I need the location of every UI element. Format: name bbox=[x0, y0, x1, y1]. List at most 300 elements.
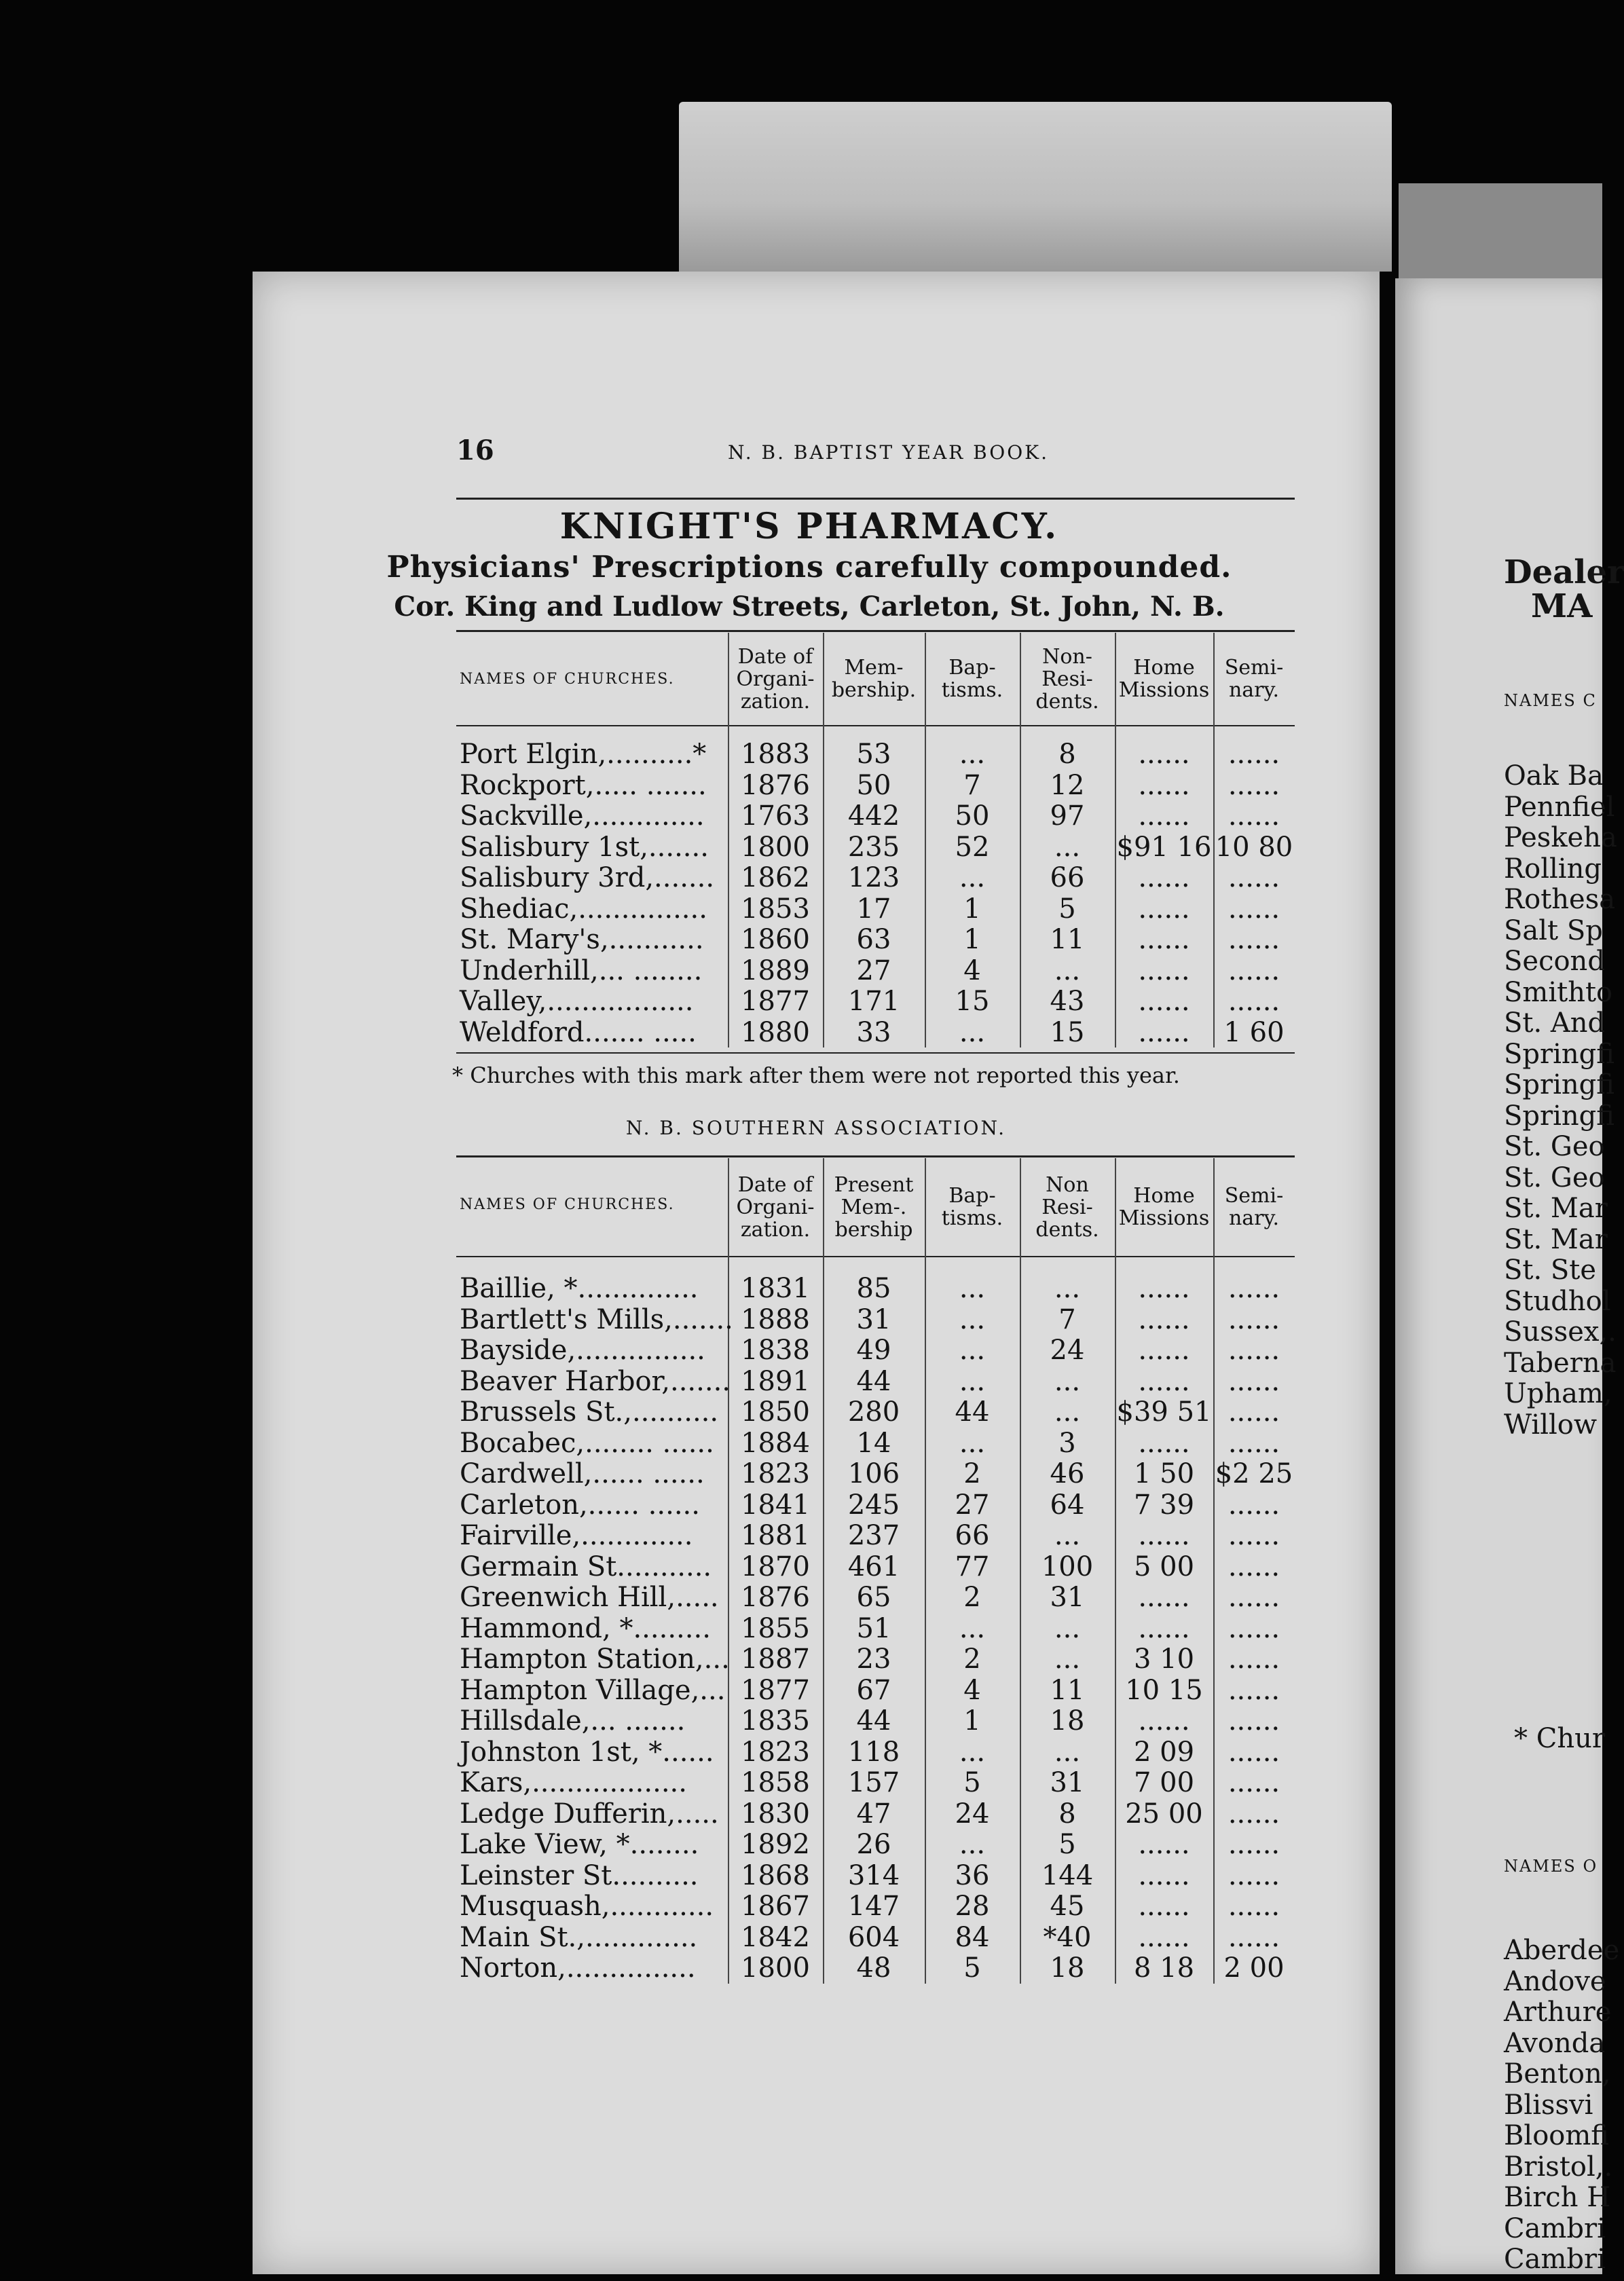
cell-seminary: 1 60 bbox=[1223, 1016, 1285, 1048]
cell-non-residents: 31 bbox=[1050, 1582, 1085, 1613]
cell-seminary: ...... bbox=[1228, 739, 1280, 770]
table1-header-membership bbox=[823, 656, 925, 701]
table-row bbox=[253, 1366, 1380, 1396]
cell-membership: 44 bbox=[856, 1705, 891, 1737]
cell-home-missions: ...... bbox=[1138, 1520, 1190, 1551]
table2-top-rule bbox=[456, 1155, 1295, 1157]
cell-date: 1889 bbox=[741, 954, 810, 986]
cell-baptisms: 2 bbox=[963, 1458, 981, 1489]
table2-header-non-residents-line: Non bbox=[1046, 1172, 1089, 1197]
cell-non-residents: 11 bbox=[1050, 1674, 1085, 1706]
cell-date: 1855 bbox=[741, 1612, 810, 1644]
facing-list-item: Peskeha bbox=[1504, 822, 1617, 853]
table1-header-home-missions-line: Home bbox=[1133, 656, 1195, 680]
cell-seminary: ...... bbox=[1228, 1612, 1280, 1644]
cell-non-residents: 64 bbox=[1050, 1489, 1085, 1521]
cell-name: Lake View, *........ bbox=[460, 1829, 699, 1860]
table-row bbox=[253, 1551, 1380, 1581]
cell-baptisms: 66 bbox=[955, 1520, 990, 1551]
cell-home-missions: ...... bbox=[1138, 986, 1190, 1017]
facing-header-line: Dealer bbox=[1504, 553, 1624, 591]
cell-seminary: ...... bbox=[1228, 1273, 1280, 1304]
cell-home-missions: ...... bbox=[1138, 1582, 1190, 1613]
cell-non-residents: 8 bbox=[1058, 1798, 1076, 1830]
cell-name: Kars,.................. bbox=[460, 1767, 687, 1798]
cell-non-residents: 12 bbox=[1050, 769, 1085, 801]
facing-list-item: Pennfiel bbox=[1504, 791, 1615, 823]
cell-membership: 47 bbox=[856, 1798, 891, 1830]
cell-seminary: ...... bbox=[1228, 986, 1280, 1017]
cell-non-residents: 5 bbox=[1058, 1829, 1076, 1860]
cell-home-missions: 7 00 bbox=[1133, 1767, 1195, 1798]
cell-home-missions: ...... bbox=[1138, 954, 1190, 986]
cell-baptisms: 44 bbox=[955, 1396, 990, 1428]
facing-list-item: Blissvi bbox=[1504, 2089, 1593, 2121]
cell-membership: 14 bbox=[856, 1427, 891, 1459]
cell-seminary: ...... bbox=[1228, 1551, 1280, 1582]
cell-non-residents: ... bbox=[1054, 1736, 1081, 1768]
cell-non-residents: 45 bbox=[1050, 1891, 1085, 1922]
cell-name: Main St.,............. bbox=[460, 1921, 698, 1953]
cell-home-missions: ...... bbox=[1138, 924, 1190, 955]
table-row bbox=[253, 1396, 1380, 1426]
cell-home-missions: ...... bbox=[1138, 1829, 1190, 1860]
cell-baptisms: ... bbox=[959, 1273, 986, 1304]
cell-date: 1831 bbox=[741, 1273, 810, 1304]
cell-seminary: ...... bbox=[1228, 893, 1280, 925]
cell-name: Bayside,............... bbox=[460, 1335, 705, 1366]
table1-header-seminary-line: Semi- bbox=[1224, 656, 1284, 680]
facing-list-item: Second bbox=[1504, 946, 1605, 977]
cell-date: 1823 bbox=[741, 1458, 810, 1489]
cell-seminary: 2 00 bbox=[1223, 1952, 1285, 1984]
table-row bbox=[253, 1428, 1380, 1458]
facing-list-item: Springfi bbox=[1504, 1038, 1614, 1070]
table2-header-membership-line: Present bbox=[834, 1172, 914, 1197]
table-row bbox=[253, 1335, 1380, 1365]
table1-header-date-line: Date of bbox=[737, 644, 813, 669]
cell-home-missions: ...... bbox=[1138, 1705, 1190, 1737]
table-row bbox=[253, 1675, 1380, 1705]
cell-seminary: ...... bbox=[1228, 1582, 1280, 1613]
cell-date: 1800 bbox=[741, 831, 810, 863]
cell-non-residents: 18 bbox=[1050, 1952, 1085, 1984]
table2-header-date bbox=[728, 1174, 823, 1241]
table-row bbox=[253, 1829, 1380, 1859]
cell-seminary: ...... bbox=[1228, 1396, 1280, 1428]
cell-home-missions: ...... bbox=[1138, 1365, 1190, 1397]
cell-seminary: ...... bbox=[1228, 1520, 1280, 1551]
table-row bbox=[253, 1582, 1380, 1612]
table2-header-non-residents-line: dents. bbox=[1035, 1217, 1099, 1242]
facing-list-item: Rolling bbox=[1504, 853, 1602, 885]
table2-header-date-line: Organi- bbox=[736, 1195, 815, 1219]
table-row bbox=[253, 1952, 1380, 1982]
table-row bbox=[253, 1489, 1380, 1519]
table1-header-seminary-line: nary. bbox=[1228, 678, 1280, 702]
table2-header-seminary bbox=[1213, 1185, 1295, 1229]
cell-seminary: ...... bbox=[1228, 1365, 1280, 1397]
cell-date: 1883 bbox=[741, 739, 810, 770]
cell-non-residents: 31 bbox=[1050, 1767, 1085, 1798]
cell-membership: 280 bbox=[847, 1396, 900, 1428]
facing-list-item: Cambri bbox=[1504, 2244, 1606, 2275]
cell-date: 1853 bbox=[741, 893, 810, 925]
table2-header-non-residents bbox=[1020, 1174, 1115, 1241]
table-row bbox=[253, 1613, 1380, 1643]
cell-non-residents: ... bbox=[1054, 1644, 1081, 1675]
cell-baptisms: 5 bbox=[963, 1952, 981, 1984]
table1-bottom-rule bbox=[456, 1052, 1295, 1054]
cell-name: Fairville,............. bbox=[460, 1520, 693, 1551]
cell-membership: 235 bbox=[847, 831, 900, 863]
cell-baptisms: 1 bbox=[963, 1705, 981, 1737]
cell-seminary: ...... bbox=[1228, 1736, 1280, 1768]
cell-non-residents: ... bbox=[1054, 831, 1081, 863]
cell-seminary: ...... bbox=[1228, 954, 1280, 986]
cell-date: 1884 bbox=[741, 1427, 810, 1459]
cell-membership: 85 bbox=[856, 1273, 891, 1304]
table-row bbox=[253, 1767, 1380, 1797]
cell-name: Musquash,............ bbox=[460, 1891, 714, 1922]
cell-membership: 53 bbox=[856, 739, 891, 770]
cell-name: Cardwell,...... ...... bbox=[460, 1458, 705, 1489]
cell-name: Beaver Harbor,....... bbox=[460, 1365, 731, 1397]
ad-title: KNIGHT'S PHARMACY. bbox=[559, 506, 1059, 547]
cell-non-residents: 11 bbox=[1050, 924, 1085, 955]
cell-name: Rockport,..... ....... bbox=[460, 769, 707, 801]
cell-baptisms: 1 bbox=[963, 893, 981, 925]
cell-name: Carleton,...... ...... bbox=[460, 1489, 700, 1521]
cell-baptisms: 2 bbox=[963, 1582, 981, 1613]
cell-date: 1800 bbox=[741, 1952, 810, 1984]
cell-date: 1870 bbox=[741, 1551, 810, 1582]
table1-header-baptisms-line: Bap- bbox=[948, 656, 996, 680]
cell-home-missions: $91 16 bbox=[1116, 831, 1212, 863]
cell-date: 1862 bbox=[741, 862, 810, 893]
cell-non-residents: 5 bbox=[1058, 893, 1076, 925]
cell-date: 1842 bbox=[741, 1921, 810, 1953]
page-number: 16 bbox=[456, 434, 494, 466]
cell-baptisms: 15 bbox=[955, 986, 990, 1017]
table-row bbox=[253, 924, 1380, 954]
facing-list-item: Avonda bbox=[1504, 2027, 1606, 2059]
facing-list-item: Smithto bbox=[1504, 976, 1613, 1008]
cell-non-residents: 100 bbox=[1041, 1551, 1094, 1582]
cell-membership: 604 bbox=[847, 1921, 900, 1953]
table1-header-date bbox=[728, 646, 823, 713]
cell-non-residents: *40 bbox=[1043, 1921, 1092, 1953]
cell-home-missions: ...... bbox=[1138, 800, 1190, 832]
cell-baptisms: 4 bbox=[963, 1674, 981, 1706]
table-row bbox=[253, 1860, 1380, 1890]
cell-baptisms: 1 bbox=[963, 924, 981, 955]
cell-home-missions: ...... bbox=[1138, 1335, 1190, 1366]
facing-list-item: Bristol,. bbox=[1504, 2151, 1613, 2183]
cell-date: 1838 bbox=[741, 1335, 810, 1366]
cell-non-residents: 7 bbox=[1058, 1303, 1076, 1335]
cell-date: 1850 bbox=[741, 1396, 810, 1428]
cell-baptisms: ... bbox=[959, 1335, 986, 1366]
table-row bbox=[253, 1798, 1380, 1828]
table1-header-non-residents-line: Non- bbox=[1042, 644, 1092, 669]
cell-membership: 63 bbox=[856, 924, 891, 955]
table-row bbox=[253, 1644, 1380, 1673]
table-row bbox=[253, 832, 1380, 861]
cell-home-missions: 5 00 bbox=[1133, 1551, 1195, 1582]
cell-baptisms: 4 bbox=[963, 954, 981, 986]
table-row bbox=[253, 1520, 1380, 1550]
cell-non-residents: ... bbox=[1054, 1365, 1081, 1397]
cell-date: 1860 bbox=[741, 924, 810, 955]
binding-tape-right bbox=[1399, 183, 1602, 292]
facing-note: * Chur bbox=[1514, 1723, 1605, 1754]
table2-header-baptisms bbox=[925, 1185, 1020, 1229]
cell-name: St. Mary's,........... bbox=[460, 924, 704, 955]
cell-home-missions: ...... bbox=[1138, 893, 1190, 925]
cell-home-missions: ...... bbox=[1138, 1612, 1190, 1644]
cell-name: Sackville,............. bbox=[460, 800, 705, 832]
cell-membership: 461 bbox=[847, 1551, 900, 1582]
facing-list-item: St. Ste bbox=[1504, 1255, 1597, 1286]
cell-seminary: ...... bbox=[1228, 1644, 1280, 1675]
table-row bbox=[253, 739, 1380, 768]
cell-name: Germain St........... bbox=[460, 1551, 712, 1582]
cell-date: 1868 bbox=[741, 1859, 810, 1891]
cell-non-residents: ... bbox=[1054, 1520, 1081, 1551]
facing-list-item: Springfi bbox=[1504, 1100, 1614, 1132]
cell-date: 1823 bbox=[741, 1736, 810, 1768]
cell-non-residents: 8 bbox=[1058, 739, 1076, 770]
table2-header-baptisms-line: tisms. bbox=[941, 1206, 1003, 1230]
table1-header-seminary bbox=[1213, 656, 1295, 701]
cell-date: 1877 bbox=[741, 986, 810, 1017]
cell-seminary: ...... bbox=[1228, 1767, 1280, 1798]
cell-home-missions: ...... bbox=[1138, 1303, 1190, 1335]
cell-home-missions: ...... bbox=[1138, 1891, 1190, 1922]
facing-list-item: St. Geo bbox=[1504, 1162, 1605, 1193]
facing-list-item: Springfi bbox=[1504, 1069, 1614, 1100]
running-title: N. B. BAPTIST YEAR BOOK. bbox=[728, 441, 1049, 464]
facing-list-item: Studhol bbox=[1504, 1285, 1611, 1317]
binding-tape bbox=[679, 102, 1392, 272]
table2-header-non-residents-line: Resi- bbox=[1041, 1195, 1093, 1219]
cell-name: Johnston 1st, *...... bbox=[460, 1736, 714, 1768]
cell-baptisms: 5 bbox=[963, 1767, 981, 1798]
cell-baptisms: 50 bbox=[955, 800, 990, 832]
cell-name: Hillsdale,... ....... bbox=[460, 1705, 686, 1737]
table-row bbox=[253, 800, 1380, 830]
facing-list-item: Taberna bbox=[1504, 1347, 1617, 1379]
cell-seminary: ...... bbox=[1228, 862, 1280, 893]
table2-header-baptisms-line: Bap- bbox=[948, 1184, 996, 1208]
cell-date: 1867 bbox=[741, 1891, 810, 1922]
table2-header-seminary-line: Semi- bbox=[1224, 1184, 1284, 1208]
cell-membership: 49 bbox=[856, 1335, 891, 1366]
cell-name: Valley,................. bbox=[460, 986, 694, 1017]
table1-header-home-missions-line: Missions bbox=[1118, 678, 1210, 702]
table-row bbox=[253, 1017, 1380, 1047]
table1-header-name: NAMES OF CHURCHES. bbox=[460, 671, 675, 688]
cell-seminary: ...... bbox=[1228, 1921, 1280, 1953]
table1-header-baptisms-line: tisms. bbox=[941, 678, 1003, 702]
cell-seminary: ...... bbox=[1228, 1829, 1280, 1860]
cell-baptisms: ... bbox=[959, 1829, 986, 1860]
cell-baptisms: ... bbox=[959, 1427, 986, 1459]
cell-date: 1877 bbox=[741, 1674, 810, 1706]
cell-home-missions: 8 18 bbox=[1133, 1952, 1195, 1984]
cell-home-missions: 2 09 bbox=[1133, 1736, 1195, 1768]
facing-list-item: Bloomfi bbox=[1504, 2120, 1609, 2151]
running-head bbox=[456, 434, 1543, 475]
cell-baptisms: 7 bbox=[963, 769, 981, 801]
cell-home-missions: ...... bbox=[1138, 1427, 1190, 1459]
table2-header-seminary-line: nary. bbox=[1228, 1206, 1280, 1230]
cell-baptisms: ... bbox=[959, 1736, 986, 1768]
book-page bbox=[253, 272, 1380, 2274]
cell-name: Bocabec,........ ...... bbox=[460, 1427, 714, 1459]
cell-baptisms: 28 bbox=[955, 1891, 990, 1922]
cell-seminary: ...... bbox=[1228, 1335, 1280, 1366]
cell-non-residents: 3 bbox=[1058, 1427, 1076, 1459]
cell-membership: 314 bbox=[847, 1859, 900, 1891]
table-row bbox=[253, 893, 1380, 923]
table2-header-membership-line: bership bbox=[834, 1217, 913, 1242]
table2-header-name: NAMES OF CHURCHES. bbox=[460, 1196, 675, 1213]
head-rule bbox=[456, 498, 1295, 500]
facing-list-item: St. Mar bbox=[1504, 1193, 1608, 1224]
cell-membership: 67 bbox=[856, 1674, 891, 1706]
table-row bbox=[253, 1705, 1380, 1735]
table1-header-date-line: Organi- bbox=[736, 667, 815, 691]
cell-seminary: ...... bbox=[1228, 769, 1280, 801]
cell-date: 1763 bbox=[741, 800, 810, 832]
cell-home-missions: ...... bbox=[1138, 769, 1190, 801]
cell-date: 1876 bbox=[741, 769, 810, 801]
facing-header-line: MA bbox=[1531, 587, 1593, 625]
cell-date: 1841 bbox=[741, 1489, 810, 1521]
cell-home-missions: 7 39 bbox=[1133, 1489, 1195, 1521]
table2-header-home-missions-line: Missions bbox=[1118, 1206, 1210, 1230]
table-row bbox=[253, 1737, 1380, 1766]
table2-header-date-line: Date of bbox=[737, 1172, 813, 1197]
cell-membership: 31 bbox=[856, 1303, 891, 1335]
cell-non-residents: 144 bbox=[1041, 1859, 1094, 1891]
cell-membership: 157 bbox=[847, 1767, 900, 1798]
table-row bbox=[253, 770, 1380, 800]
cell-seminary: ...... bbox=[1228, 924, 1280, 955]
table1-header-non-residents bbox=[1020, 646, 1115, 713]
cell-home-missions: 10 15 bbox=[1125, 1674, 1203, 1706]
table1-top-rule bbox=[456, 630, 1295, 632]
cell-date: 1892 bbox=[741, 1829, 810, 1860]
table1-header-baptisms bbox=[925, 656, 1020, 701]
table1-header-rule bbox=[456, 725, 1295, 726]
cell-name: Brussels St.,.......... bbox=[460, 1396, 719, 1428]
cell-home-missions: $39 51 bbox=[1116, 1396, 1212, 1428]
cell-baptisms: 2 bbox=[963, 1644, 981, 1675]
cell-baptisms: 36 bbox=[955, 1859, 990, 1891]
cell-name: Baillie, *.............. bbox=[460, 1273, 699, 1304]
ad-address: Cor. King and Ludlow Streets, Carleton, St. John, N. B. bbox=[394, 591, 1225, 623]
ad-subtitle: Physicians' Prescriptions carefully compounded. bbox=[386, 550, 1232, 585]
table2-header-home-missions bbox=[1115, 1185, 1213, 1229]
cell-name: Underhill,... ........ bbox=[460, 954, 703, 986]
cell-non-residents: 66 bbox=[1050, 862, 1085, 893]
table1-header-membership-line: Mem- bbox=[844, 656, 904, 680]
cell-date: 1881 bbox=[741, 1520, 810, 1551]
cell-membership: 171 bbox=[847, 986, 900, 1017]
cell-seminary: $2 25 bbox=[1215, 1458, 1293, 1489]
facing-list-item: Andove bbox=[1504, 1965, 1606, 1997]
table1-header-non-residents-line: Resi- bbox=[1041, 667, 1093, 691]
cell-name: Salisbury 3rd,....... bbox=[460, 862, 715, 893]
cell-membership: 17 bbox=[856, 893, 891, 925]
cell-membership: 48 bbox=[856, 1952, 891, 1984]
cell-home-missions: ...... bbox=[1138, 1921, 1190, 1953]
cell-baptisms: 52 bbox=[955, 831, 990, 863]
cell-seminary: ...... bbox=[1228, 1859, 1280, 1891]
cell-membership: 65 bbox=[856, 1582, 891, 1613]
cell-name: Hampton Station,... bbox=[460, 1644, 730, 1675]
cell-seminary: ...... bbox=[1228, 1427, 1280, 1459]
association-title: N. B. SOUTHERN ASSOCIATION. bbox=[625, 1117, 1007, 1139]
cell-home-missions: 1 50 bbox=[1133, 1458, 1195, 1489]
cell-baptisms: 24 bbox=[955, 1798, 990, 1830]
cell-baptisms: ... bbox=[959, 1612, 986, 1644]
cell-membership: 118 bbox=[847, 1736, 900, 1768]
cell-name: Leinster St.......... bbox=[460, 1859, 699, 1891]
cell-home-missions: ...... bbox=[1138, 1016, 1190, 1048]
cell-seminary: 10 80 bbox=[1215, 831, 1293, 863]
facing-list-item: Upham, bbox=[1504, 1378, 1612, 1409]
facing-list-item: Willow bbox=[1504, 1409, 1598, 1441]
cell-name: Ledge Dufferin,..... bbox=[460, 1798, 719, 1830]
table-row bbox=[253, 955, 1380, 985]
facing-list-item: Sussex,. bbox=[1504, 1316, 1617, 1348]
cell-date: 1830 bbox=[741, 1798, 810, 1830]
cell-name: Port Elgin,..........* bbox=[460, 739, 707, 770]
cell-baptisms: 77 bbox=[955, 1551, 990, 1582]
table1-header-home-missions bbox=[1115, 656, 1213, 701]
cell-seminary: ...... bbox=[1228, 1303, 1280, 1335]
cell-membership: 245 bbox=[847, 1489, 900, 1521]
cell-seminary: ...... bbox=[1228, 1798, 1280, 1830]
cell-date: 1887 bbox=[741, 1644, 810, 1675]
cell-seminary: ...... bbox=[1228, 1891, 1280, 1922]
table-row bbox=[253, 1304, 1380, 1334]
facing-list-item: St. Geo bbox=[1504, 1131, 1605, 1162]
facing-list-item: Birch H bbox=[1504, 2182, 1611, 2213]
cell-date: 1891 bbox=[741, 1365, 810, 1397]
cell-name: Weldford....... ..... bbox=[460, 1016, 697, 1048]
cell-membership: 44 bbox=[856, 1365, 891, 1397]
cell-non-residents: 97 bbox=[1050, 800, 1085, 832]
cell-seminary: ...... bbox=[1228, 1705, 1280, 1737]
cell-name: Hammond, *......... bbox=[460, 1612, 711, 1644]
cell-non-residents: 46 bbox=[1050, 1458, 1085, 1489]
table1-header-date-line: zation. bbox=[740, 689, 811, 713]
cell-home-missions: ...... bbox=[1138, 1859, 1190, 1891]
table1-header-membership-line: bership. bbox=[831, 678, 917, 702]
table2-header-home-missions-line: Home bbox=[1133, 1184, 1195, 1208]
cell-baptisms: 27 bbox=[955, 1489, 990, 1521]
cell-non-residents: ... bbox=[1054, 1396, 1081, 1428]
table2-header-rule bbox=[456, 1256, 1295, 1257]
cell-baptisms: ... bbox=[959, 739, 986, 770]
cell-membership: 442 bbox=[847, 800, 900, 832]
cell-non-residents: ... bbox=[1054, 954, 1081, 986]
